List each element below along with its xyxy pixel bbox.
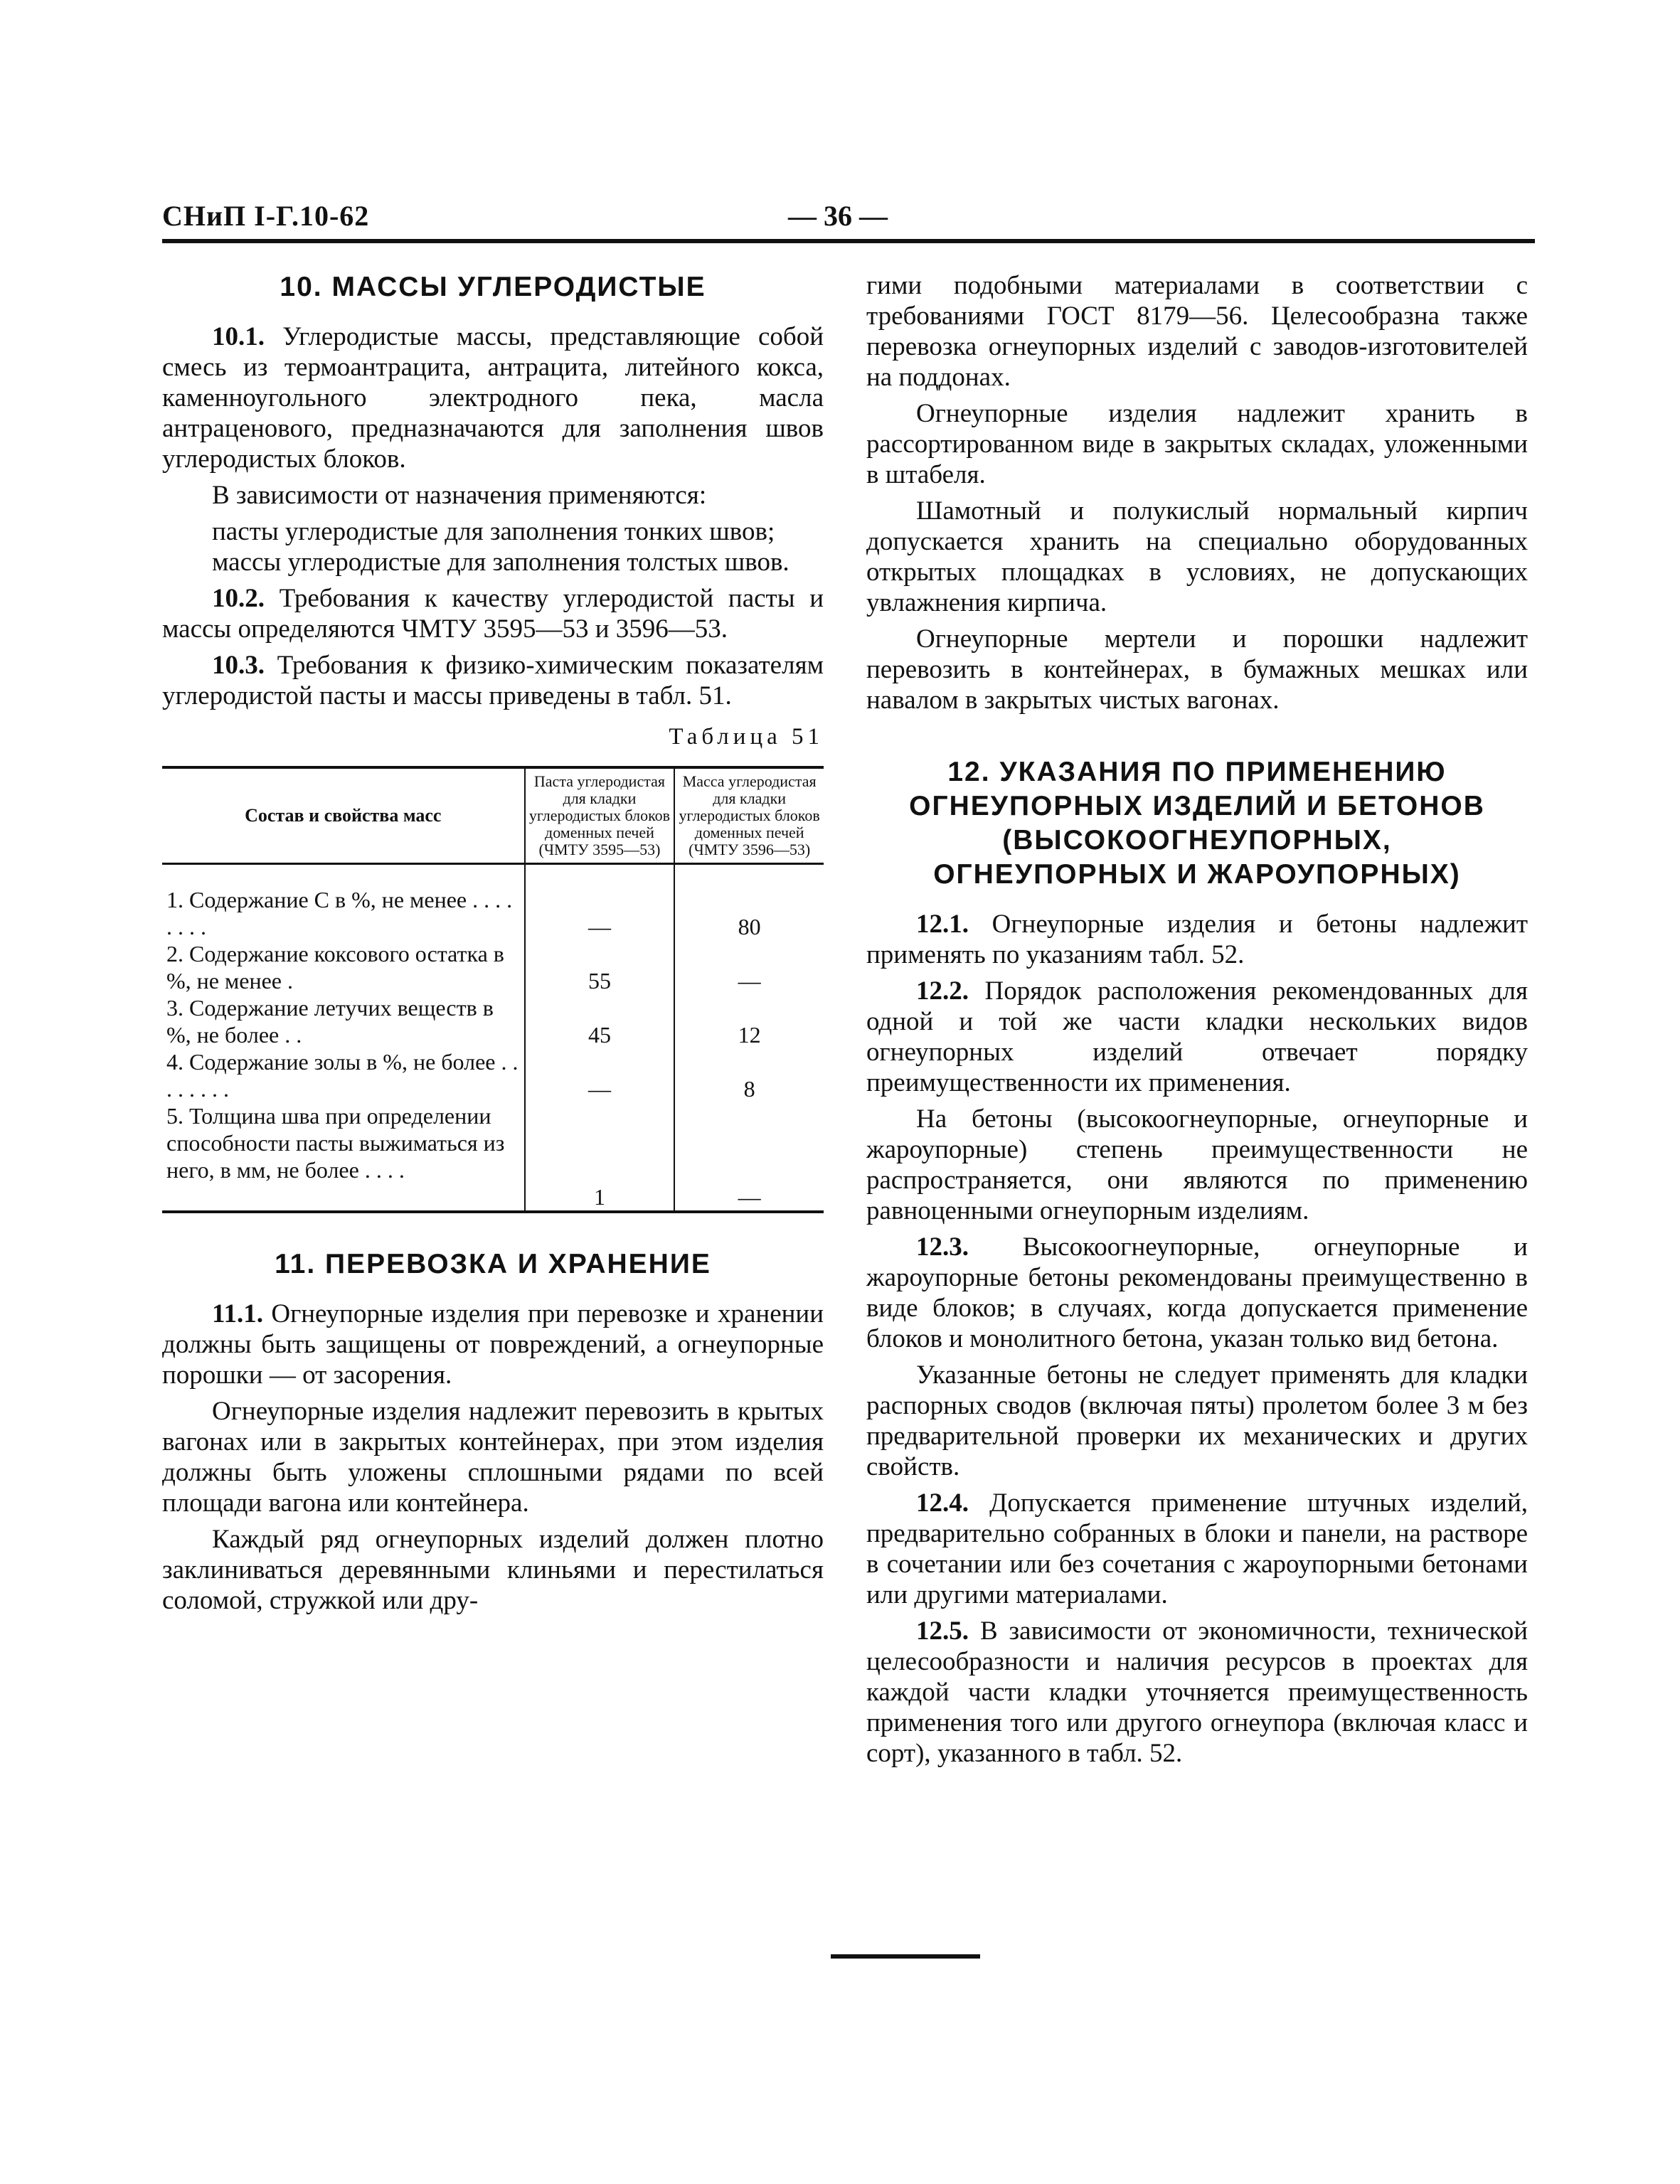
table-cell-paste: 1 [525,1102,675,1212]
table-cell-paste: 45 [525,994,675,1048]
para-12-5 [866,1616,1528,1769]
para-10-3 [162,650,824,711]
para-number: 11.1. [212,1299,263,1328]
page-number: — 36 — [788,200,888,232]
table-cell-paste: — [525,864,675,941]
para-chamotte: Шамотный и полукислый нормальный кирпич допускается хранить на специально оборудованных открытых площадках в условиях, не допускающих увлажнения кирпича. [866,496,1528,617]
para-number: 10.3. [212,651,265,680]
table-header-composition: Состав и свойства масс [162,767,525,864]
right-column [866,270,1528,1774]
table-row-label: 3. Содержание летучих веществ в %, не более . . [162,994,525,1048]
para-text: Высокоогнеупорные, огнеупорные и жароупорные бетоны рекомендованы преимущественно в виде блоков; в случаях, когда допускается применение блоков и монолитного бетона, указан только вид бетона. [866,1232,1528,1353]
section-12-title-line: ОГНЕУПОРНЫХ ИЗДЕЛИЙ И БЕТОНОВ [909,791,1485,821]
document-code: СНиП I-Г.10-62 [162,200,370,232]
para-number: 10.2. [212,584,265,613]
table-51-caption: Таблица 51 [669,724,824,750]
header-rule [162,239,1535,243]
left-column [162,270,824,1621]
para-text: Огнеупорные изделия и бетоны надлежит применять по указаниям табл. 52. [866,910,1528,969]
table-row-label: 5. Толщина шва при определении способности пасты выжиматься из него, в мм, не более . . . . [162,1102,525,1212]
para-12-1 [866,909,1528,970]
table-header-mass: Масса углеродистая для кладки углеродистых блоков доменных печей (ЧМТУ 3596—53) [674,767,824,864]
para-number: 10.1. [212,322,265,351]
para-mortars: Огнеупорные мертели и порошки надлежит перевозить в контейнерах, в бумажных мешках или навалом в закрытых чистых вагонах. [866,624,1528,715]
list-item-masses: массы углеродистые для заполнения толстых швов. [212,548,790,577]
table-cell-paste: 55 [525,940,675,994]
para-number: 12.3. [916,1232,969,1262]
section-12-title-line: (ВЫСОКООГНЕУПОРНЫХ, [1002,825,1392,856]
section-12-title [866,755,1528,892]
para-number: 12.1. [916,910,969,939]
table-header-paste: Паста углеродистая для кладки углеродистых блоков доменных печей (ЧМТУ 3595—53) [525,767,675,864]
section-11-title: 11. ПЕРЕВОЗКА И ХРАНЕНИЕ [275,1249,711,1279]
para-11-1 [162,1299,824,1390]
section-12-title-line: 12. УКАЗАНИЯ ПО ПРИМЕНЕНИЮ [947,757,1447,787]
section-12-title-line: ОГНЕУПОРНЫХ И ЖАРОУПОРНЫХ) [933,859,1461,890]
section-10-title: 10. МАССЫ УГЛЕРОДИСТЫЕ [280,272,706,302]
table-row-label: 4. Содержание золы в %, не более . . . . . . . . [162,1048,525,1102]
para-12-3 [866,1232,1528,1354]
para-number: 12.5. [916,1616,969,1646]
para-12-4 [866,1488,1528,1610]
para-11-1-c: Каждый ряд огнеупорных изделий должен плотно заклиниваться деревянными клиньями и перестилаться соломой, стружкой или дру- [162,1525,824,1615]
para-number: 12.4. [916,1488,969,1518]
para-11-1-b: Огнеупорные изделия надлежит перевозить в крытых вагонах или в закрытых контейнерах, при этом изделия должны быть уложены сплошными рядами по всей площади вагона или контейнера. [162,1397,824,1518]
para-12-3-b: Указанные бетоны не следует применять для кладки распорных сводов (включая пяты) пролетом более 3 м без предварительной проверки их механических и других свойств. [866,1360,1528,1481]
page-header [162,199,1535,242]
table-cell-mass: 12 [738,1022,761,1048]
para-12-2 [866,976,1528,1098]
para-text: Огнеупорные изделия при перевозке и хранении должны быть защищены от повреждений, а огнеупорные порошки — от засорения. [162,1299,824,1390]
table-cell-paste: — [525,1048,675,1102]
table-row-label: 2. Содержание коксового остатка в %, не менее . [162,940,525,994]
para-10-2 [162,583,824,644]
para-10-1 [162,321,824,474]
para-storage: Огнеупорные изделия надлежит хранить в рассортированном виде в закрытых складах, уложенными в штабеля. [866,399,1528,489]
para-text: Порядок расположения рекомендованных для одной и той же части кладки нескольких видов огнеупорных изделий отвечает порядку преимущественности их применения. [866,976,1528,1097]
para-text: В зависимости от экономичности, технической целесообразности и наличия ресурсов в проектах для каждой части кладки уточняется преимущественность применения того или другого огнеупора (включая класс и сорт), указанного в табл. 52. [866,1616,1528,1768]
para-text: Требования к физико-химическим показателям углеродистой пасты и массы приведены в табл. 51. [162,651,824,710]
para-text: Углеродистые массы, представляющие собой смесь из термоантрацита, антрацита, литейного кокса, каменноугольного электродного пека, масла антраценового, предназначаются для заполнения швов углеродистых блоков. [162,322,824,474]
para-text: Допускается применение штучных изделий, предварительно собранных в блоки и панели, на растворе в сочетании или без сочетания с жароупорными бетонами или другими материалами. [866,1488,1528,1609]
table-51 [162,766,824,1213]
table-cell-mass: — [738,968,761,994]
para-10-1-b: В зависимости от назначения применяются: [212,481,707,510]
para-12-2-b: На бетоны (высокоогнеупорные, огнеупорные и жароупорные) степень преимущественности не распространяется, они являются по применению равноценными огнеупорным изделиям. [866,1104,1528,1225]
footer-rule [831,1954,980,1959]
list-item-pastes: пасты углеродистые для заполнения тонких швов; [212,517,775,546]
table-cell-mass: 80 [738,914,761,939]
para-11-1-continued: гими подобными материалами в соответствии с требованиями ГОСТ 8179—56. Целесообразна также перевозка огнеупорных изделий с заводов-изготовителей на поддонах. [866,271,1528,392]
para-text: Требования к качеству углеродистой пасты и массы определяются ЧМТУ 3595—53 и 3596—53. [162,584,824,644]
para-number: 12.2. [916,976,969,1006]
table-cell-mass: 8 [743,1076,755,1102]
table-row-label: 1. Содержание С в %, не менее . . . . . . . . [162,864,525,941]
table-cell-mass: — [674,1102,824,1212]
